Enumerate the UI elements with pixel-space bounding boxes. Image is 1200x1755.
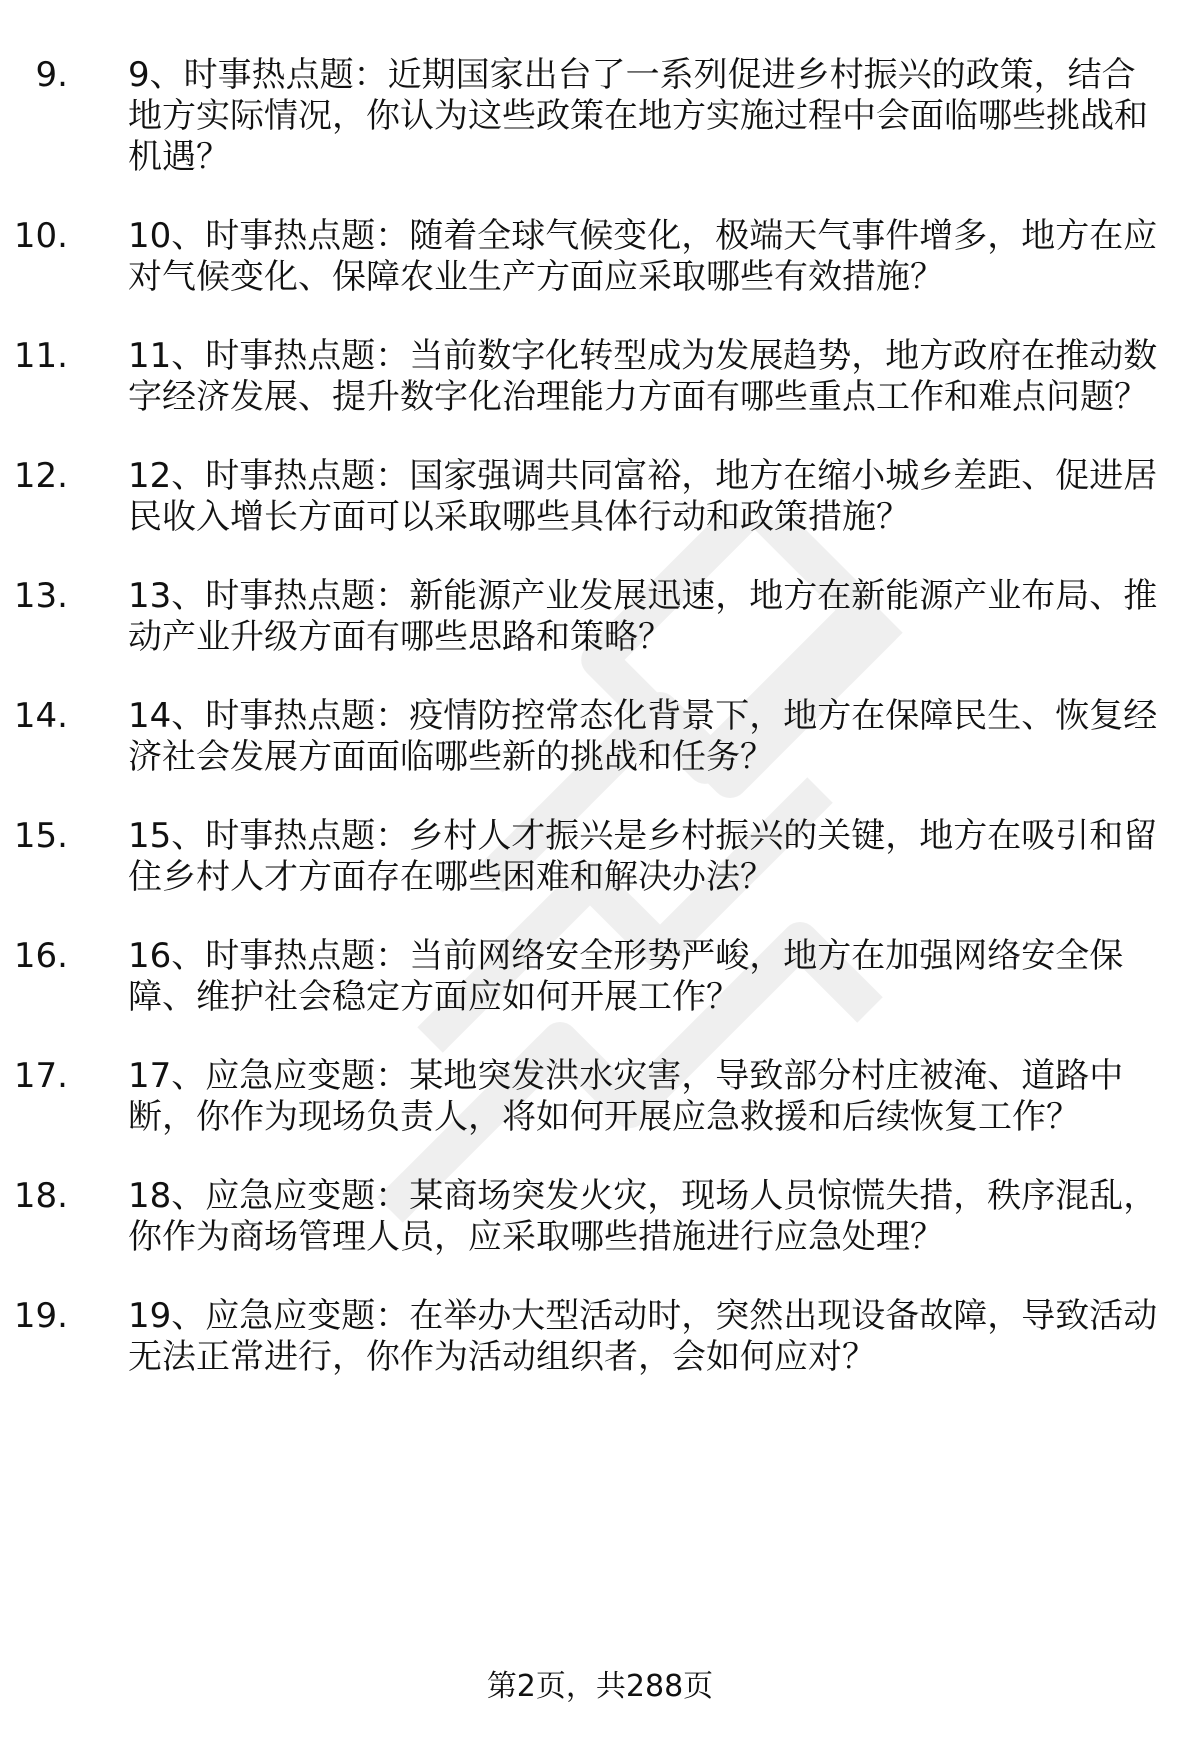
question-text: 11、时事热点题：当前数字化转型成为发展趋势，地方政府在推动数字经济发展、提升数字化治理能力方面有哪些重点工作和难点问题？	[128, 336, 1158, 417]
question-list	[0, 55, 1200, 1416]
question-text: 16、时事热点题：当前网络安全形势严峻，地方在加强网络安全保障、维护社会稳定方面应如何开展工作？	[128, 936, 1124, 1017]
question-number: 15.	[13, 816, 68, 856]
question-number: 9.	[35, 55, 68, 95]
list-item	[0, 816, 1168, 898]
list-item	[0, 55, 1168, 178]
page-footer: 第2页，共288页	[486, 1669, 714, 1704]
question-text: 15、时事热点题：乡村人才振兴是乡村振兴的关键，地方在吸引和留住乡村人才方面存在哪些困难和解决办法？	[128, 816, 1158, 897]
list-item	[0, 336, 1168, 418]
question-number: 10.	[13, 216, 68, 256]
list-item	[0, 216, 1168, 298]
question-number: 12.	[13, 456, 68, 496]
question-number: 13.	[13, 576, 68, 616]
question-number: 16.	[13, 936, 68, 976]
question-text: 19、应急应变题：在举办大型活动时，突然出现设备故障，导致活动无法正常进行，你作为活动组织者，会如何应对？	[128, 1296, 1158, 1377]
list-item	[0, 1056, 1168, 1138]
question-text: 14、时事热点题：疫情防控常态化背景下，地方在保障民生、恢复经济社会发展方面面临哪些新的挑战和任务？	[128, 696, 1158, 777]
list-item	[0, 936, 1168, 1018]
list-item	[0, 576, 1168, 658]
question-text: 17、应急应变题：某地突发洪水灾害，导致部分村庄被淹、道路中断，你作为现场负责人，将如何开展应急救援和后续恢复工作？	[128, 1056, 1124, 1137]
question-number: 11.	[13, 336, 68, 376]
list-item	[0, 1176, 1168, 1258]
question-number: 17.	[13, 1056, 68, 1096]
list-item	[0, 696, 1168, 778]
question-text: 9、时事热点题：近期国家出台了一系列促进乡村振兴的政策，结合地方实际情况，你认为这些政策在地方实施过程中会面临哪些挑战和机遇？	[128, 55, 1148, 177]
list-item	[0, 456, 1168, 538]
question-number: 14.	[13, 696, 68, 736]
list-item	[0, 1296, 1168, 1378]
question-number: 19.	[13, 1296, 68, 1336]
question-text: 12、时事热点题：国家强调共同富裕，地方在缩小城乡差距、促进居民收入增长方面可以采取哪些具体行动和政策措施？	[128, 456, 1158, 537]
question-text: 18、应急应变题：某商场突发火灾，现场人员惊慌失措，秩序混乱，你作为商场管理人员，应采取哪些措施进行应急处理？	[128, 1176, 1158, 1257]
question-text: 13、时事热点题：新能源产业发展迅速，地方在新能源产业布局、推动产业升级方面有哪些思路和策略？	[128, 576, 1158, 657]
question-text: 10、时事热点题：随着全球气候变化，极端天气事件增多，地方在应对气候变化、保障农业生产方面应采取哪些有效措施？	[128, 216, 1158, 297]
question-number: 18.	[13, 1176, 68, 1216]
